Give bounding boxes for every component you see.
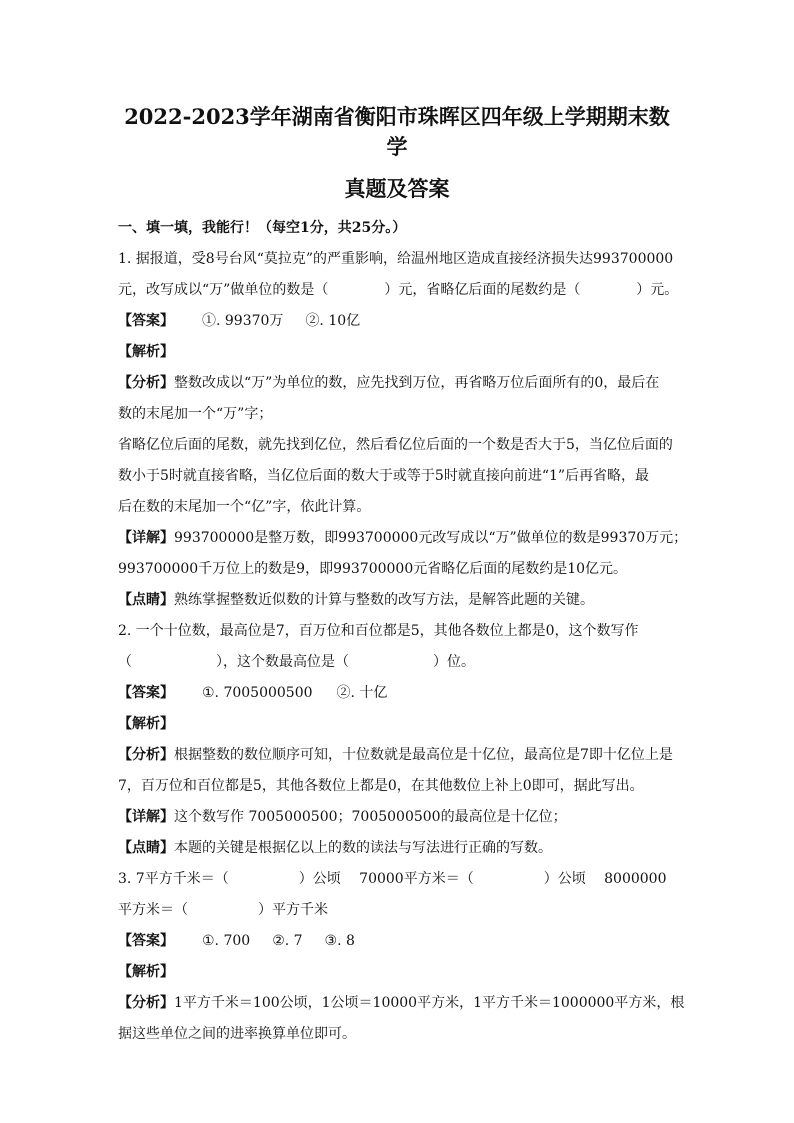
q2-text-line2: （ ），这个数最高位是（ ）位。 [118,654,475,670]
q2-xiangjie [118,802,676,833]
q1-dianjing-text: 熟练掌握整数近似数的计算与整数的改写方法，是解答此题的关键。 [174,592,594,608]
q2-fenxi-line2: 7，百万位和百位都是5，其他各数位上都是0，在其他数位上补上0即可，据此写出。 [118,778,644,794]
q1-fenxi-line3: 省略亿位后面的尾数，就先找到亿位，然后看亿位后面的一个数是否大于5，当亿位后面的 [118,437,673,453]
q3-fenxi-text1: 1平方千米＝100公顷，1公顷＝10000平方米，1平方千米＝1000000平方米，根 [174,995,685,1011]
q1-fenxi-text1: 整数改成以“万”为单位的数，应先找到万位，再省略万位后面所有的0，最后在 [174,375,660,391]
q3-answer-2: ②. 7 [272,933,303,949]
answer-tag: 【答案】 [118,933,174,949]
q2-fenxi-text1: 根据整数的数位顺序可知，十位数就是最高位是十亿位，最高位是7即十亿位上是 [174,747,673,763]
fenxi-tag: 【分析】 [118,375,174,391]
q3-text-line2: 平方米＝（ ）平方千米 [118,902,328,918]
q3-text-line1: 3. 7平方千米＝（ ）公顷 70000平方米＝（ ）公顷 8000000 [118,871,667,887]
q1-text-line1: 1. 据报道，受8号台风“莫拉克”的严重影响，给温州地区造成直接经济损失达993700000 [118,251,674,267]
dianjing-tag: 【点睛】 [118,592,174,608]
q1-fenxi-line2: 数的末尾加一个“万”字； [118,406,273,422]
q3-answer-1: ①. 700 [202,933,251,949]
dianjing-tag: 【点睛】 [118,840,174,856]
fenxi-tag: 【分析】 [118,995,174,1011]
q3-fenxi-line2: 据这些单位之间的进率换算单位即可。 [118,1026,356,1042]
q1-answer-1: ①. 99370万 [202,313,284,329]
q2-answer-1: ①. 7005000500 [202,685,313,701]
q1-dianjing [118,585,676,616]
q1-text-line2: 元，改写成以“万”做单位的数是（ ）元，省略亿后面的尾数约是（ ）元。 [118,282,679,298]
answer-tag: 【答案】 [118,313,174,329]
q2-fenxi-line1 [118,740,676,771]
page-title: 2022-2023学年湖南省衡阳市珠晖区四年级上学期期末数学 [124,104,670,159]
q2-text-line1: 2. 一个十位数，最高位是7，百万位和百位都是5，其他各数位上都是0，这个数写作 [118,623,639,639]
q2-answer [118,678,676,709]
q1-fenxi-line4: 数小于5时就直接省略，当亿位后面的数大于或等于5时就直接向前进“1”后再省略，最 [118,468,650,484]
q1-answer [118,306,676,337]
q2-answer-2: ②. 十亿 [336,685,388,701]
q2-dianjing [118,833,676,864]
analysis-tag: 【解析】 [118,716,174,732]
q3-fenxi-line1 [118,988,685,1019]
page-title-line2: 真题及答案 [344,176,450,201]
answer-tag: 【答案】 [118,685,174,701]
q1-fenxi-line1 [118,368,676,399]
q1-xiangjie-text1: 993700000是整万数，即993700000元改写成以“万”做单位的数是99370万元； [174,530,688,546]
q3-answer [118,926,676,957]
q1-xiangjie-line1 [118,523,688,554]
section-heading: 一、填一填，我能行！（每空1分，共25分。） [118,220,407,236]
q3-answer-3: ③. 8 [324,933,355,949]
fenxi-tag: 【分析】 [118,747,174,763]
q1-xiangjie-line2: 993700000千万位上的数是9，即993700000元省略亿后面的尾数约是10亿元。 [118,561,628,577]
q2-xiangjie-text: 这个数写作 7005000500；7005000500的最高位是十亿位； [174,809,567,825]
q1-answer-2: ②. 10亿 [305,313,361,329]
xiangjie-tag: 【详解】 [118,809,174,825]
xiangjie-tag: 【详解】 [118,530,174,546]
analysis-tag: 【解析】 [118,964,174,980]
q1-fenxi-line5: 后在数的末尾加一个“亿”字，依此计算。 [118,499,371,515]
q2-dianjing-text: 本题的关键是根据亿以上的数的读法与写法进行正确的写数。 [174,840,552,856]
analysis-tag: 【解析】 [118,344,174,360]
